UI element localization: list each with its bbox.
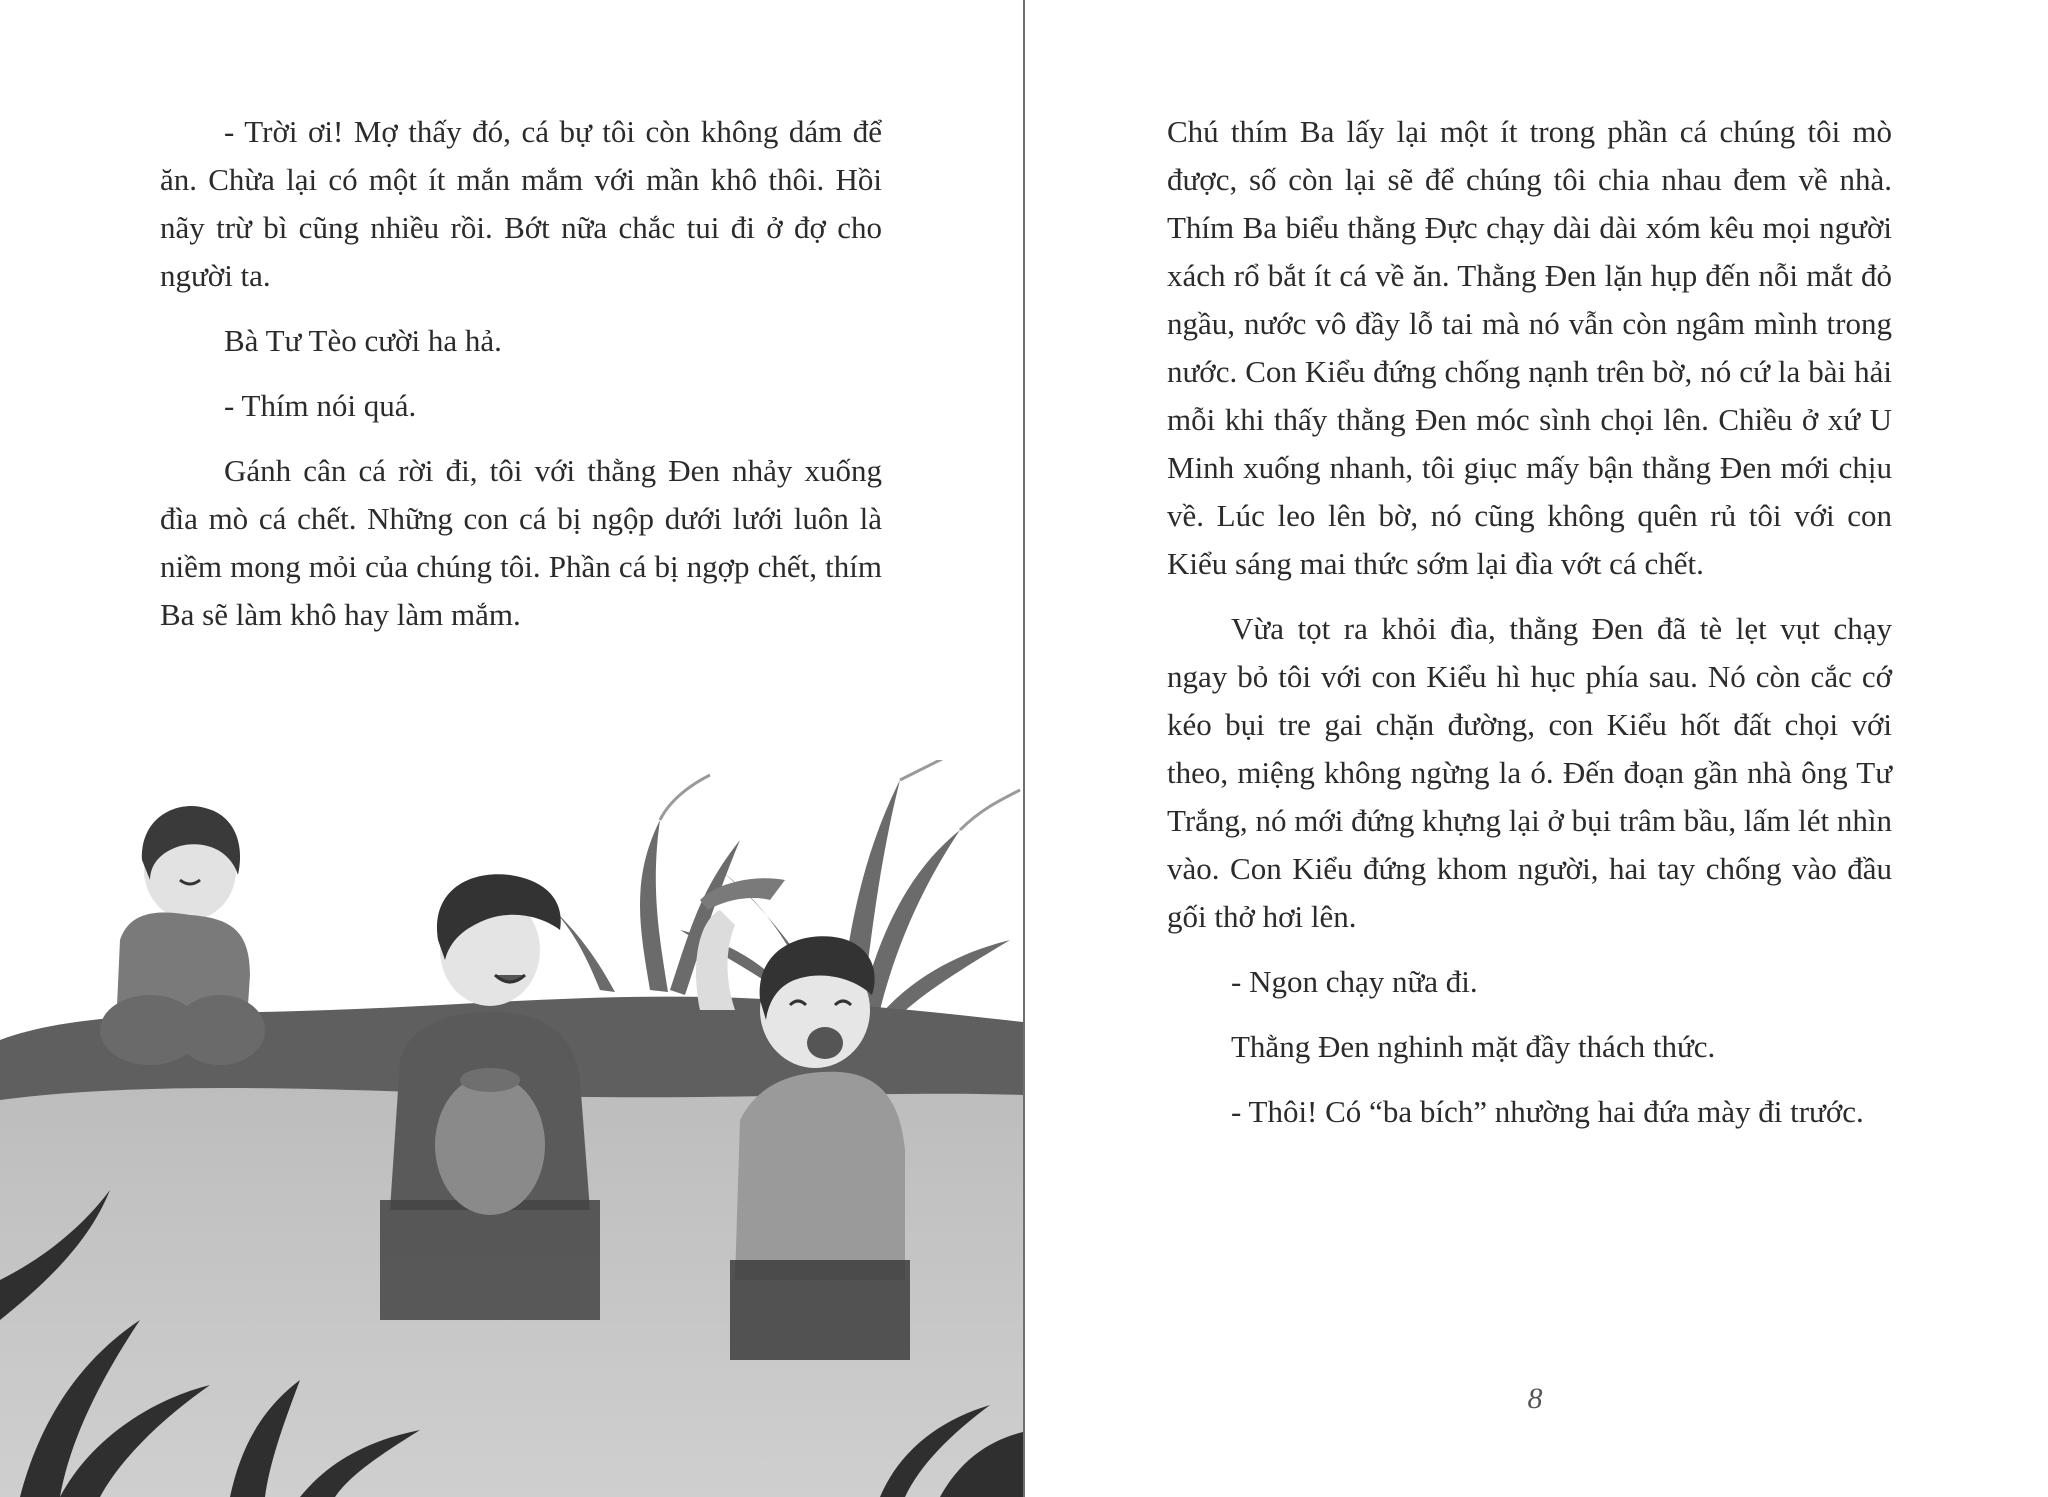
paragraph: Chú thím Ba lấy lại một ít trong phần cá chúng tôi mò được, số còn lại sẽ để chúng tôi chia nhau đem về nhà. Thím Ba biểu thằng Đực chạy dài dài xóm kêu mọi người xách rổ bắt ít cá về ăn. Thằng Đen lặn hụp đến nỗi mắt đỏ ngầu, nước vô đầy lỗ tai mà nó vẫn còn ngâm mình trong nước. Con Kiểu đứng chống nạnh trên bờ, nó cứ la bài hải mỗi khi thấy thằng Đen móc sình chọi lên. Chiều ở xứ U Minh xuống nhanh, tôi giục mấy bận thằng Đen mới chịu về. Lúc leo lên bờ, nó cũng không quên rủ tôi với con Kiểu sáng mai thức sớm lại đìa vớt cá chết. bbox=[1167, 114, 1892, 581]
paragraph: - Thôi! Có “ba bích” nhường hai đứa mày đi trước. bbox=[1231, 1094, 1864, 1129]
right-page bbox=[1025, 0, 2048, 1497]
paragraph: Gánh cân cá rời đi, tôi với thằng Đen nhảy xuống đìa mò cá chết. Những con cá bị ngộp dưới lưới luôn là niềm mong mỏi của chúng tôi. Phần cá bị ngợp chết, thím Ba sẽ làm khô hay làm mắm. bbox=[160, 453, 882, 632]
grass-plumes bbox=[660, 760, 1020, 830]
paragraph: - Ngon chạy nữa đi. bbox=[1231, 964, 1478, 999]
paragraph: Thằng Đen nghinh mặt đầy thách thức. bbox=[1231, 1029, 1716, 1064]
paragraph: Vừa tọt ra khỏi đìa, thằng Đen đã tè lẹt vụt chạy ngay bỏ tôi với con Kiểu hì hục phía sau. Nó còn cắc cớ kéo bụi tre gai chặn đường, con Kiểu hốt đất chọi với theo, miệng không ngừng la ó. Đến đoạn gần nhà ông Tư Trắng, nó mới đứng khựng lại ở bụi trâm bầu, lấm lét nhìn vào. Con Kiểu đứng khom người, hai tay chống vào đầu gối thở hơi lên. bbox=[1167, 611, 1892, 934]
page-number: 8 bbox=[1527, 1382, 1543, 1415]
paragraph: Bà Tư Tèo cười ha hả. bbox=[224, 323, 502, 358]
paragraph: - Trời ơi! Mợ thấy đó, cá bự tôi còn không dám để ăn. Chừa lại có một ít mắn mắm với mần khô thôi. Hồi nãy trừ bì cũng nhiều rồi. Bớt nữa chắc tui đi ở đợ cho người ta. bbox=[160, 114, 882, 293]
boy-with-pot bbox=[380, 874, 600, 1320]
right-page-text bbox=[1167, 108, 1892, 1153]
left-page-text bbox=[160, 108, 882, 656]
girl-squatting bbox=[100, 806, 265, 1065]
illustration-children-pond bbox=[0, 760, 1023, 1497]
paragraph: - Thím nói quá. bbox=[224, 388, 417, 423]
